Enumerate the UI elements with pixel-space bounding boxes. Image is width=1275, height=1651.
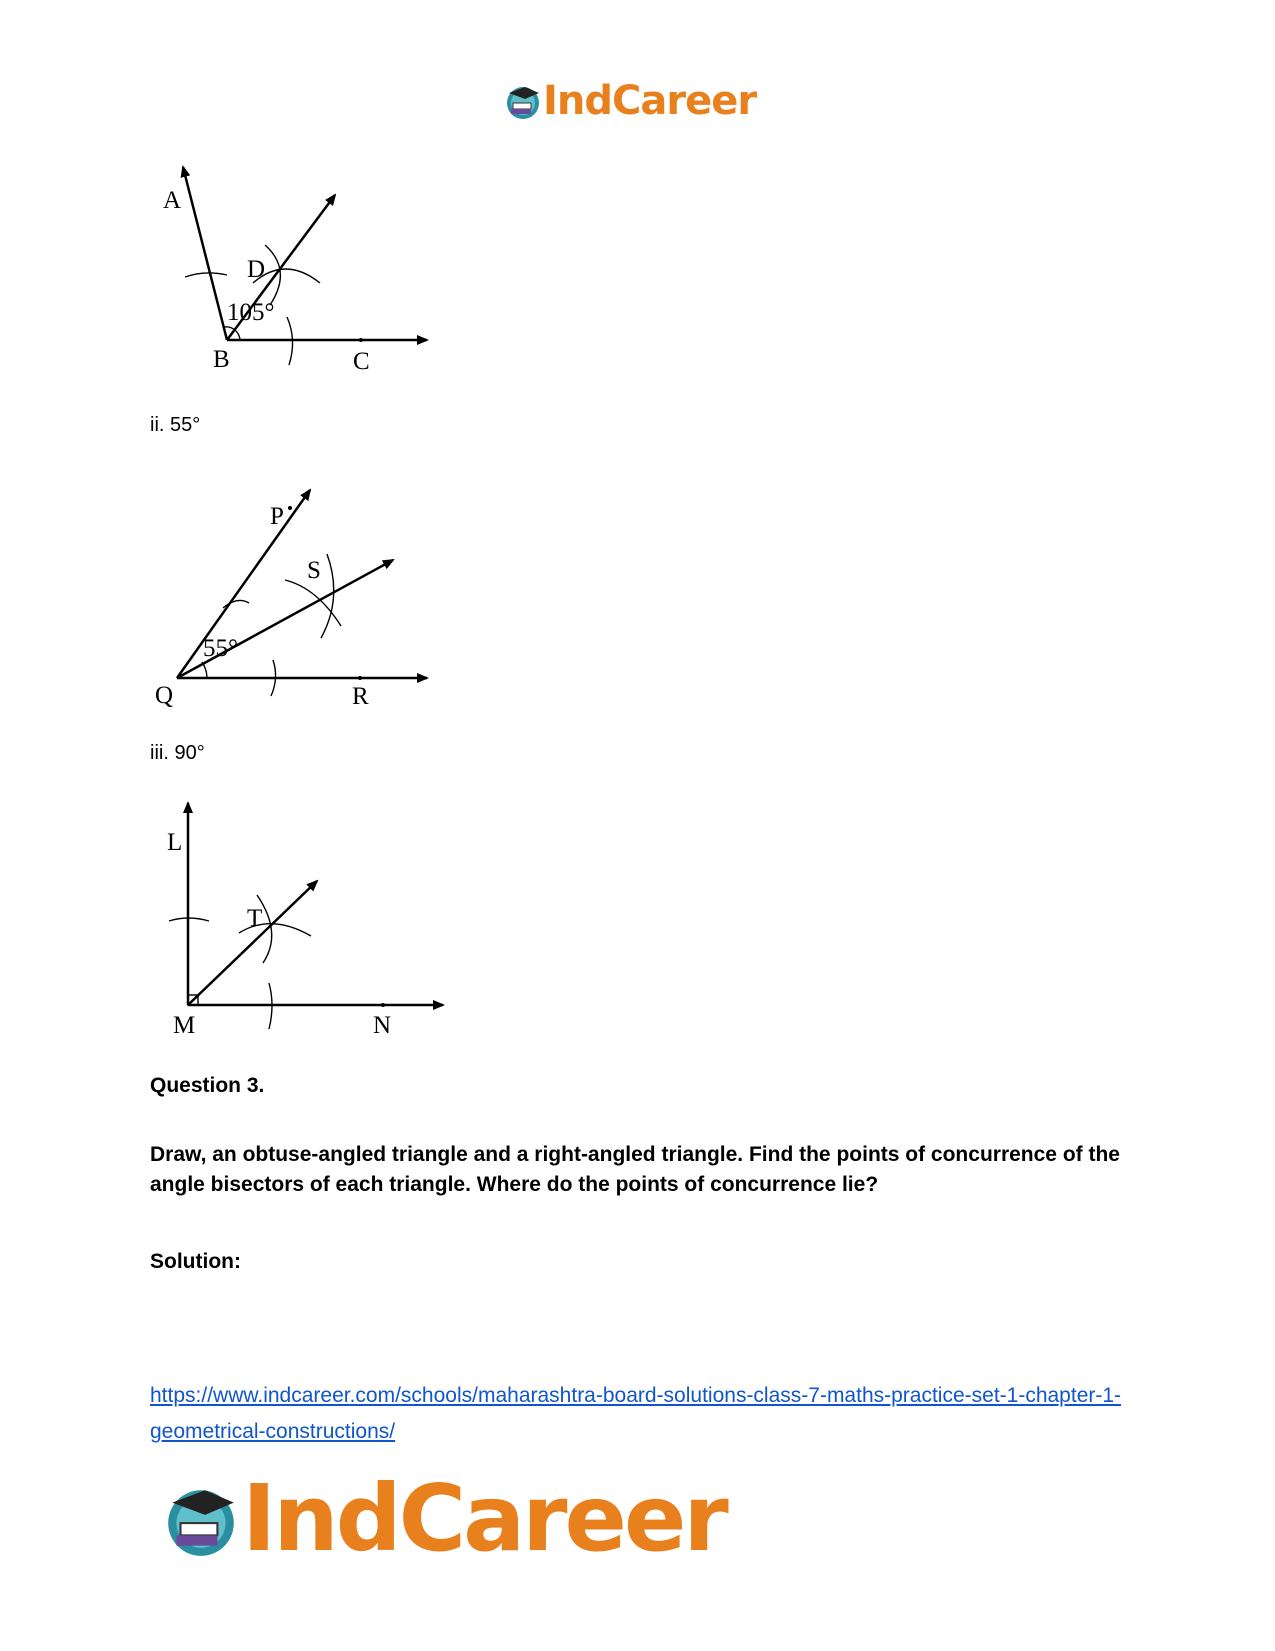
- label-C: C: [353, 348, 370, 375]
- label-105: 105°: [227, 299, 275, 326]
- figure-angle-55: [145, 478, 445, 713]
- label-S: S: [307, 557, 321, 584]
- label-T: T: [247, 905, 263, 932]
- item-iii: iii. 90°: [150, 742, 205, 764]
- label-P: P: [270, 503, 284, 530]
- indcareer-logo-top: [503, 78, 756, 124]
- item-ii: ii. 55°: [150, 414, 201, 436]
- solution-label: Solution:: [150, 1250, 241, 1273]
- label-R: R: [352, 683, 369, 710]
- label-D: D: [247, 256, 266, 283]
- source-link[interactable]: https://www.indcareer.com/schools/maharashtra-board-solutions-class-7-maths-practice-set-1-chapter-1-geometrical-constructions/: [150, 1384, 1122, 1443]
- figure-angle-90: [145, 793, 455, 1043]
- logo-text: IndCareer: [543, 78, 757, 124]
- question-text: Draw, an obtuse-angled triangle and a right-angled triangle. Find the points of concurrence of the angle bisectors of each triangle. Where do the points of concurrence lie?: [150, 1143, 1120, 1196]
- label-B: B: [213, 346, 230, 373]
- globe-graduation-icon: [160, 1478, 242, 1560]
- globe-graduation-icon: [503, 81, 543, 121]
- label-55: 55°: [203, 635, 238, 662]
- label-L: L: [167, 829, 183, 856]
- figure-angle-105: [145, 155, 445, 390]
- label-A: A: [163, 187, 182, 214]
- label-N: N: [373, 1012, 392, 1039]
- logo-text: IndCareer: [242, 1465, 726, 1572]
- label-M: M: [173, 1012, 196, 1039]
- indcareer-logo-bottom: [160, 1465, 726, 1572]
- label-Q: Q: [155, 682, 174, 709]
- question-title: Question 3.: [150, 1074, 265, 1097]
